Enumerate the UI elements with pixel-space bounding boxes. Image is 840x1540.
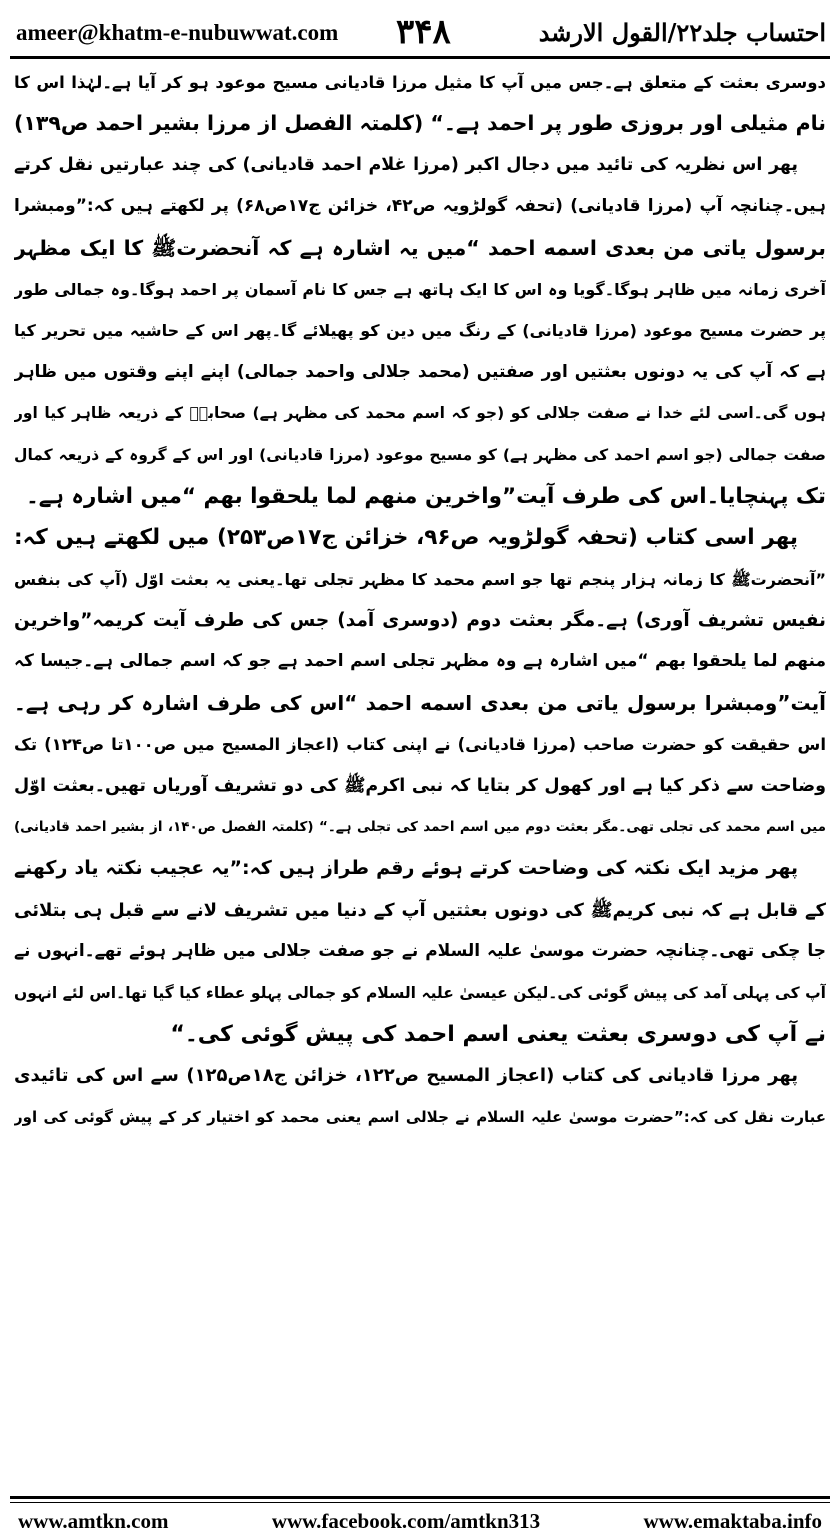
text-line: ہیں۔چنانچہ آپ (مرزا قادیانی) (تحفہ گولڑویہ ص۴۲، خزائن ج۱۷ص۶۸) پر لکھتے ہیں کہ:”ومبشرا (14, 196, 826, 217)
text-line: میں اسم محمد کی تجلی تھی۔مگر بعثت دوم میں اسم احمد کی تجلی ہے۔“ (کلمتہ الفصل ص۱۴۰، از بشیر احمد قادیانی) (14, 819, 826, 836)
header-rule (10, 56, 830, 59)
text-line: عبارت نقل کی کہ:”حضرت موسیٰ علیہ السلام نے جلالی اسم یعنی محمد کو اختیار کر کے پیش گوئی کی اور (14, 1107, 826, 1126)
header-email: ameer@khatm-e-nubuwwat.com (16, 20, 339, 45)
text-line: ”آنحضرتﷺ کا زمانہ ہزار پنجم تھا جو اسم محمد کا مظہر تجلی تھا۔یعنی یہ بعثت اوّل (آپ کی بنفس (14, 569, 826, 589)
text-line: منهم لما یلحقوا بهم “میں اشارہ ہے وہ مظہر تجلی اسم احمد ہے جو کہ اسم جمالی ہے۔جیسا کہ (14, 651, 826, 672)
text-line: ہے کہ آپ کی یہ دونوں بعثتیں اور صفتیں (محمد جلالی واحمد جمالی) اپنے اپنے وقتوں میں ظاہر (14, 361, 826, 382)
footer-rule-thin (10, 1502, 830, 1503)
text-line: آیت”ومبشرا برسول یاتی من بعدی اسمه احمد “اس کی طرف اشارہ کر رہی ہے۔ (14, 690, 826, 715)
text-line: وضاحت سے ذکر کیا ہے اور کھول کر بتایا کہ نبی اکرمﷺ کی دو تشریف آوریاں تھیں۔بعثت اوّل (14, 775, 826, 796)
page-number: ۳۴۸ (396, 12, 451, 52)
text-line: پھر مزید ایک نکتہ کی وضاحت کرتے ہوئے رقم طراز ہیں کہ:”یہ عجیب نکتہ یاد رکھنے (14, 857, 798, 880)
text-line: دوسری بعثت کے متعلق ہے۔جس میں آپ کا مثیل مرزا قادیانی مسیح موعود ہو کر آیا ہے۔لہٰذا اس کا (14, 73, 826, 92)
text-line: پھر اسی کتاب (تحفہ گولڑویہ ص۹۶، خزائن ج۱۷ص۲۵۳) میں لکھتے ہیں کہ: (14, 525, 798, 551)
text-line: پر حضرت مسیح موعود (مرزا قادیانی) کے رنگ میں دین کو پھیلائے گا۔پھر اس کے حاشیہ میں تحریر کیا (14, 321, 826, 341)
text-line: نفیس تشریف آوری) ہے۔مگر بعثت دوم (دوسری آمد) جس کی طرف آیت کریمہ”واخرین (14, 610, 826, 632)
text-line: نے آپ کی دوسری بعثت یعنی اسم احمد کی پیش گوئی کی۔“ (170, 1021, 826, 1047)
text-line: آپ کی پہلی آمد کی پیش گوئی کی۔لیکن عیسیٰ علیہ السلام کو جمالی پہلو عطاء کیا گیا تھا۔اس لئے انہوں (14, 983, 826, 1002)
page-body (14, 62, 826, 1138)
text-line: پھر مرزا قادیانی کی کتاب (اعجاز المسیح ص۱۲۲، خزائن ج۱۸ص۱۲۵) سے اس کی تائیدی (14, 1065, 798, 1087)
text-line: جا چکی تھی۔چنانچہ حضرت موسیٰ علیہ السلام نے جو صفت جلالی میں ظاہر ہوئے تھے۔انہوں نے (14, 941, 826, 962)
text-line: تک پہنچایا۔اس کی طرف آیت”واخرین منهم لما یلحقوا بهم “میں اشارہ ہے۔ (26, 483, 826, 509)
footer-link-amtkn[interactable]: www.amtkn.com (18, 1508, 169, 1533)
footer-link-facebook[interactable]: www.facebook.com/amtkn313 (271, 1508, 541, 1533)
page-footer (10, 1506, 830, 1536)
text-line: برسول یاتی من بعدی اسمه احمد “میں یہ اشارہ ہے کہ آنحضرتﷺ کا ایک مظہر (14, 235, 826, 260)
page-header (10, 8, 830, 54)
text-line: ہوں گی۔اسی لئے خدا نے صفت جلالی کو (جو کہ اسم محمد کی مظہر ہے) صحابہؓ کے ذریعہ ظاہر کیا اور (14, 404, 826, 423)
footer-rule-thick (10, 1496, 830, 1499)
text-line: صفت جمالی (جو اسم احمد کی مظہر ہے) کو مسیح موعود (مرزا قادیانی) اور اس کے گروہ کے ذریعہ کمال (14, 445, 826, 464)
footer-link-emaktaba[interactable]: www.emaktaba.info (643, 1508, 822, 1533)
text-line: نام مثیلی اور بروزی طور پر احمد ہے۔“ (کلمتہ الفصل از مرزا بشیر احمد ص۱۳۹) (14, 111, 826, 136)
book-title: احتساب جلد۲۲/القول الارشد (538, 18, 826, 47)
text-line: آخری زمانہ میں ظاہر ہوگا۔گویا وہ اس کا ایک ہاتھ ہے جس کا نام آسمان پر احمد ہوگا۔وہ جمالی طور (14, 279, 826, 299)
text-line: پھر اس نظریہ کی تائید میں دجال اکبر (مرزا غلام احمد قادیانی) کی چند عبارتیں نقل کرتے (14, 154, 798, 175)
text-line: کے قابل ہے کہ نبی کریمﷺ کی دونوں بعثتیں آپ کے دنیا میں تشریف لانے سے قبل ہی بتلائی (14, 899, 826, 921)
text-line: اس حقیقت کو حضرت صاحب (مرزا قادیانی) نے اپنی کتاب (اعجاز المسیح میں ص۱۰۰تا ص۱۲۴) تک (14, 735, 826, 755)
